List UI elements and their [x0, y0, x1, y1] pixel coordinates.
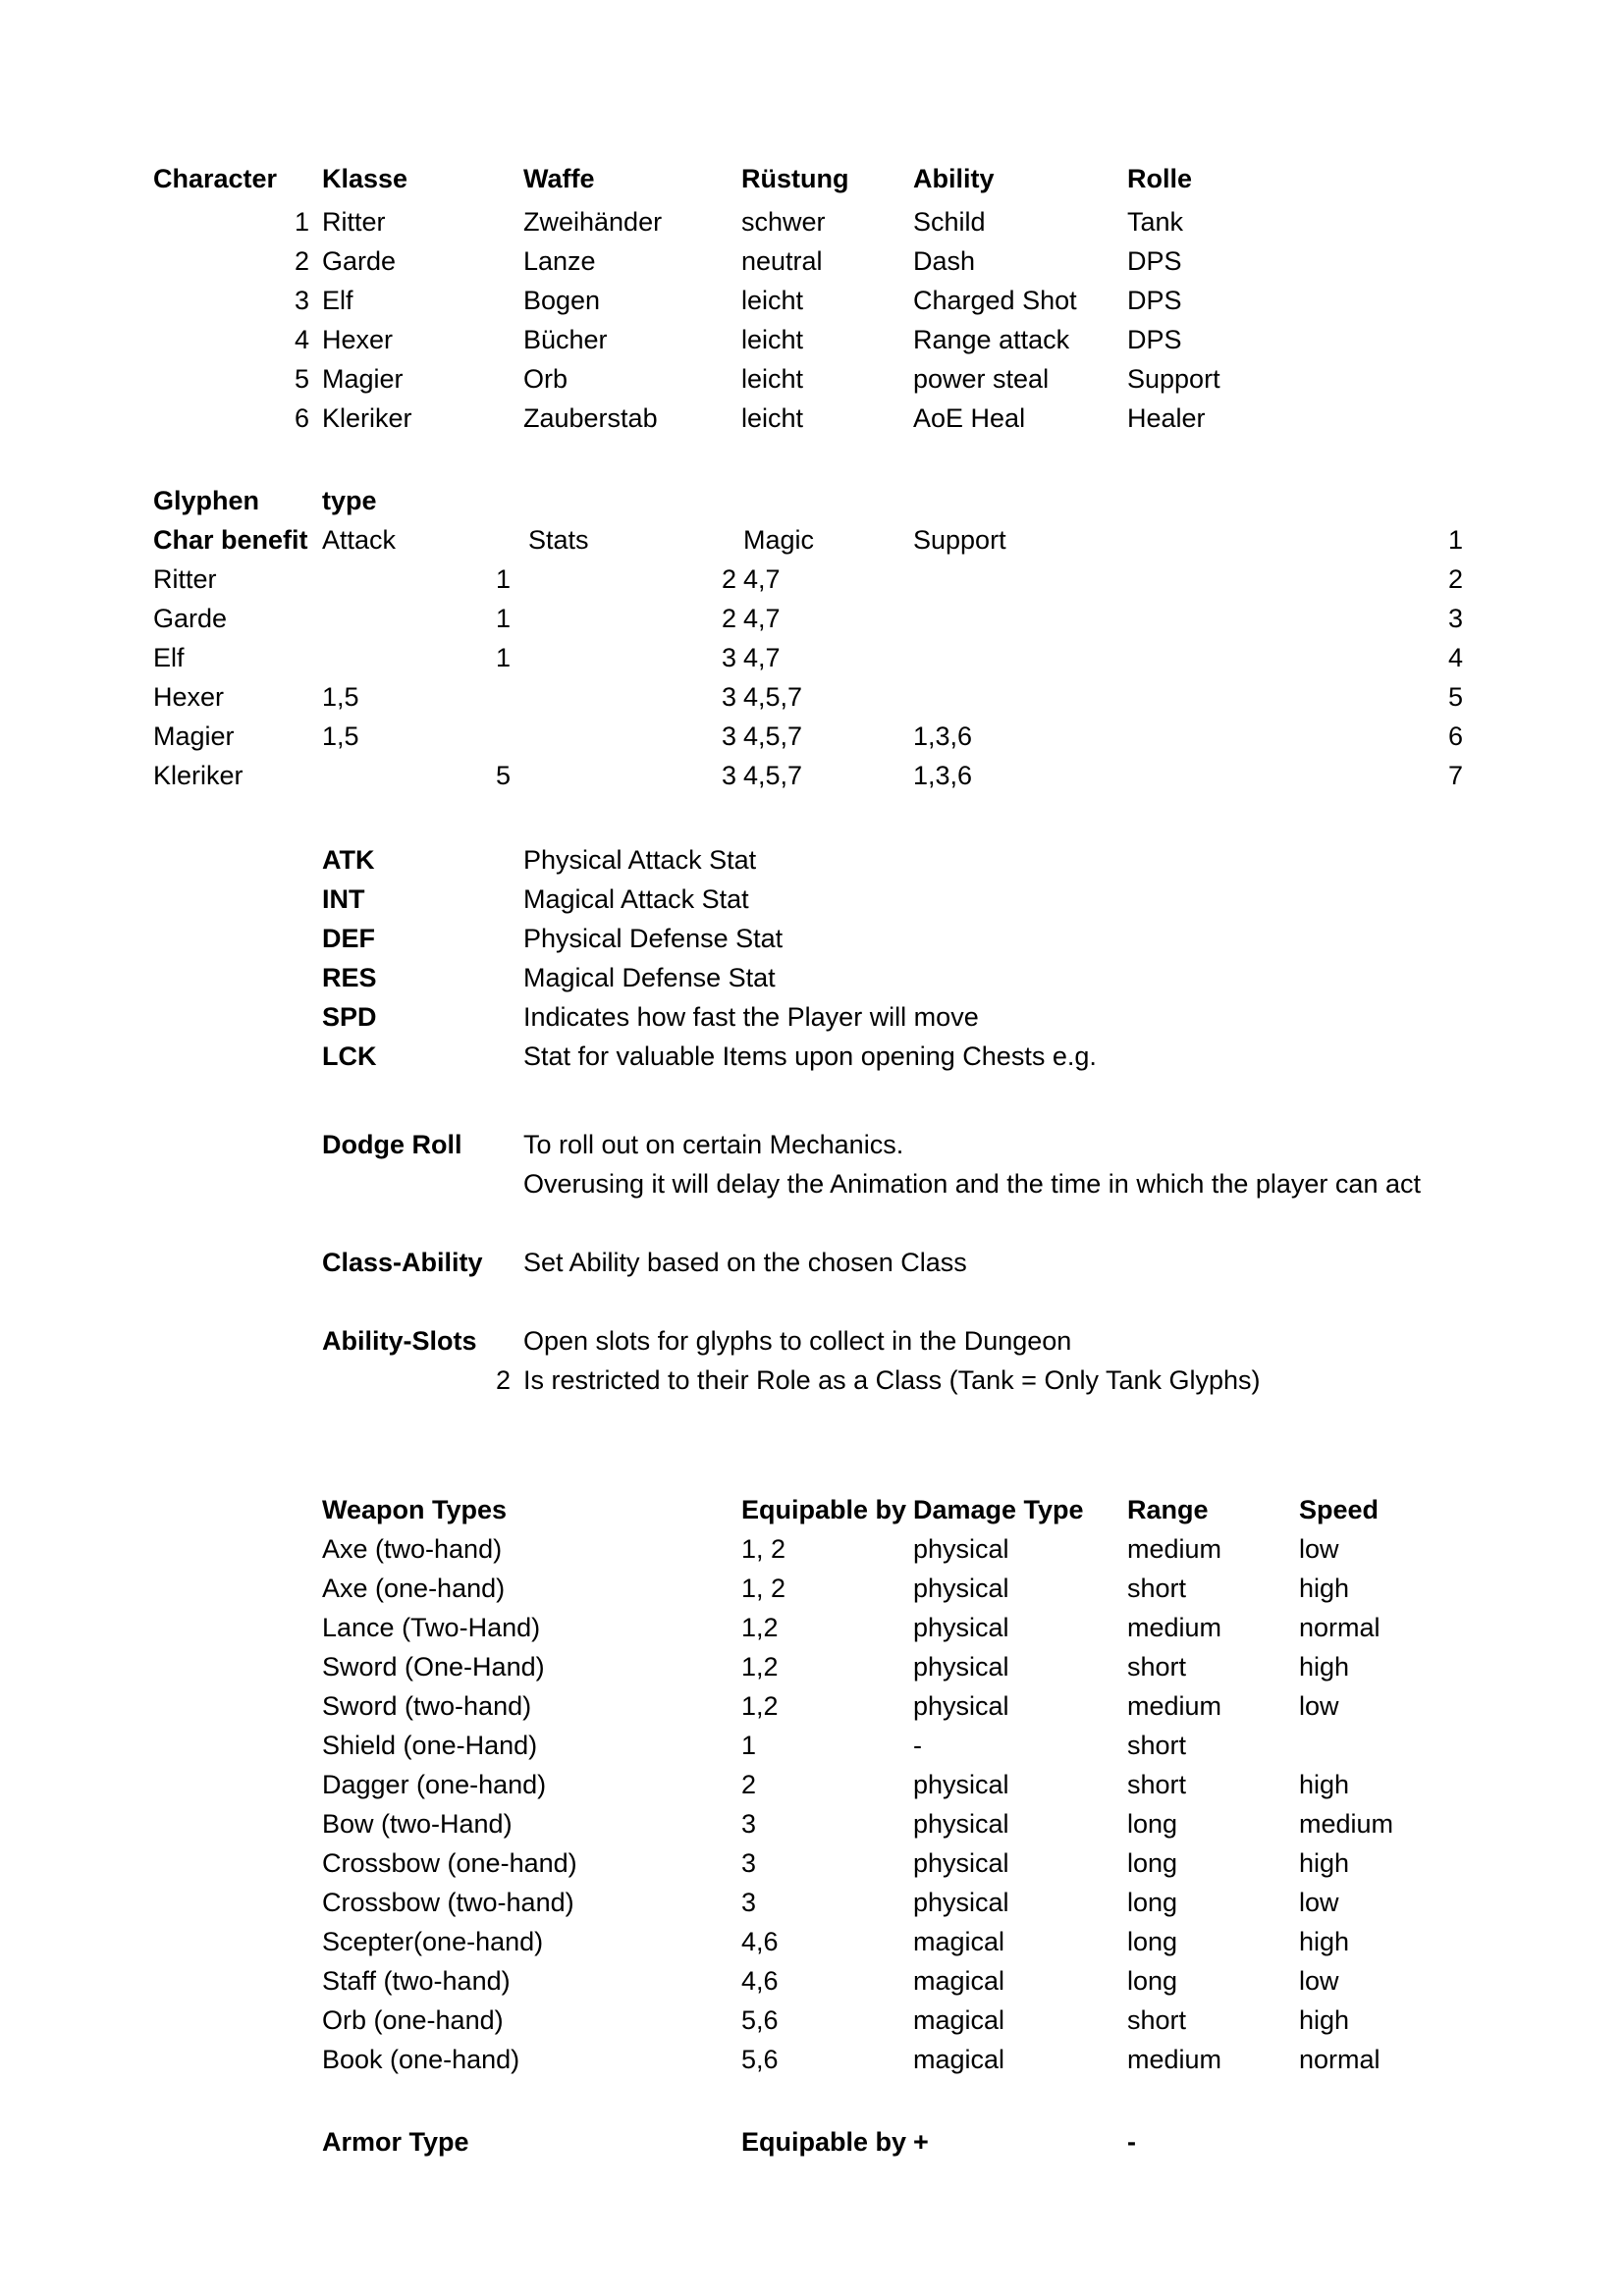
- class-ability-line1: Set Ability based on the chosen Class: [523, 1248, 967, 1277]
- glyph-table-title: Glyphen: [153, 486, 260, 515]
- weapon-row-equip: 1, 2: [741, 1534, 786, 1564]
- weapon-row-damage: magical: [913, 1966, 1005, 1996]
- weapon-table-header-damage: Damage Type: [913, 1495, 1084, 1524]
- char-row-rolle: DPS: [1127, 246, 1182, 276]
- weapon-row-speed: normal: [1299, 1613, 1380, 1642]
- weapon-row-speed: medium: [1299, 1809, 1394, 1839]
- char-row-waffe: Bücher: [523, 325, 608, 354]
- weapon-row-range: short: [1127, 1770, 1187, 1799]
- weapon-row-name: Sword (One-Hand): [322, 1652, 545, 1682]
- weapon-row-equip: 5,6: [741, 2005, 779, 2035]
- weapon-row-equip: 3: [741, 1888, 757, 1917]
- char-row-klasse: Garde: [322, 246, 397, 276]
- weapon-row-speed: low: [1299, 1966, 1339, 1996]
- char-row-number: 5: [294, 364, 309, 394]
- weapon-row-damage: physical: [913, 1888, 1009, 1917]
- char-row-klasse: Ritter: [322, 207, 386, 237]
- char-row-ability: AoE Heal: [913, 403, 1026, 433]
- char-row-number: 6: [294, 403, 309, 433]
- weapon-table-header-name: Weapon Types: [322, 1495, 508, 1524]
- char-table-header-character: Character: [153, 164, 278, 193]
- weapon-row-damage: physical: [913, 1848, 1009, 1878]
- weapon-row-equip: 1, 2: [741, 1574, 786, 1603]
- weapon-row-name: Orb (one-hand): [322, 2005, 504, 2035]
- weapon-row-name: Scepter(one-hand): [322, 1927, 544, 1956]
- weapon-row-range: long: [1127, 1966, 1178, 1996]
- weapon-row-equip: 1,2: [741, 1652, 779, 1682]
- glyph-row-magic: 4,5,7: [743, 721, 803, 751]
- weapon-row-damage: magical: [913, 2045, 1005, 2074]
- char-row-klasse: Hexer: [322, 325, 394, 354]
- weapon-row-damage: physical: [913, 1770, 1009, 1799]
- weapon-row-damage: magical: [913, 2005, 1005, 2035]
- glyph-row-name: Elf: [153, 643, 185, 672]
- glyph-header-stats: Stats: [528, 525, 589, 555]
- char-row-rolle: Healer: [1127, 403, 1206, 433]
- weapon-row-speed: high: [1299, 2005, 1350, 2035]
- ability-slots-label: Ability-Slots: [322, 1326, 477, 1356]
- ability-slots-num-text: Is restricted to their Role as a Class (Tank = Only Tank Glyphs): [523, 1365, 1261, 1395]
- dodge-roll-label: Dodge Roll: [322, 1130, 462, 1159]
- glyph-header-magic: Magic: [743, 525, 815, 555]
- weapon-row-name: Sword (two-hand): [322, 1691, 532, 1721]
- weapon-row-range: short: [1127, 1652, 1187, 1682]
- weapon-row-range: long: [1127, 1927, 1178, 1956]
- glyph-row-magic: 4,7: [743, 564, 781, 594]
- weapon-row-damage: magical: [913, 1927, 1005, 1956]
- glyph-row-magic-num: 2: [721, 564, 736, 594]
- glyph-row-name: Kleriker: [153, 761, 244, 790]
- char-row-ruestung: leicht: [741, 364, 804, 394]
- glyph-header-attack: Attack: [322, 525, 397, 555]
- dodge-roll-line1: To roll out on certain Mechanics.: [523, 1130, 904, 1159]
- weapon-row-equip: 3: [741, 1809, 757, 1839]
- glyph-row-magic-num: 3: [721, 721, 736, 751]
- weapon-row-name: Shield (one-Hand): [322, 1731, 538, 1760]
- char-row-ability: power steal: [913, 364, 1050, 394]
- weapon-row-range: short: [1127, 2005, 1187, 2035]
- glyph-row-magic: 4,5,7: [743, 682, 803, 712]
- char-row-rolle: Support: [1127, 364, 1220, 394]
- glyph-row-name: Garde: [153, 604, 228, 633]
- glyph-row-magic-num: 3: [721, 682, 736, 712]
- weapon-row-damage: -: [913, 1731, 922, 1760]
- char-row-ability: Schild: [913, 207, 986, 237]
- weapon-row-range: long: [1127, 1888, 1178, 1917]
- weapon-row-equip: 2: [741, 1770, 757, 1799]
- weapon-row-speed: low: [1299, 1534, 1339, 1564]
- glyph-row-name: Magier: [153, 721, 235, 751]
- weapon-row-range: long: [1127, 1809, 1178, 1839]
- weapon-row-equip: 1: [741, 1731, 757, 1760]
- stat-desc: Stat for valuable Items upon opening Chests e.g.: [523, 1041, 1097, 1071]
- char-row-number: 4: [294, 325, 309, 354]
- char-table-header-klasse: Klasse: [322, 164, 408, 193]
- glyph-row-stats-num: 1: [495, 604, 511, 633]
- char-row-rolle: Tank: [1127, 207, 1184, 237]
- weapon-row-equip: 4,6: [741, 1927, 779, 1956]
- weapon-row-range: short: [1127, 1574, 1187, 1603]
- weapon-row-damage: physical: [913, 1534, 1009, 1564]
- stat-desc: Indicates how fast the Player will move: [523, 1002, 979, 1032]
- glyph-row-stats-num: 1: [495, 643, 511, 672]
- weapon-row-damage: physical: [913, 1652, 1009, 1682]
- weapon-row-name: Lance (Two-Hand): [322, 1613, 541, 1642]
- glyph-row-attack: 1,5: [322, 721, 359, 751]
- weapon-row-damage: physical: [913, 1574, 1009, 1603]
- weapon-row-speed: high: [1299, 1770, 1350, 1799]
- glyph-row-magic-num: 3: [721, 761, 736, 790]
- char-row-waffe: Bogen: [523, 286, 601, 315]
- char-row-ruestung: leicht: [741, 286, 804, 315]
- stat-abbr: RES: [322, 963, 377, 992]
- weapon-table-header-speed: Speed: [1299, 1495, 1380, 1524]
- weapon-table-header-equip: Equipable by: [741, 1495, 907, 1524]
- char-row-waffe: Zauberstab: [523, 403, 658, 433]
- glyph-header-support: Support: [913, 525, 1006, 555]
- glyph-row-name: Hexer: [153, 682, 225, 712]
- glyph-row-magic: 4,7: [743, 604, 781, 633]
- weapon-row-speed: normal: [1299, 2045, 1380, 2074]
- char-row-waffe: Lanze: [523, 246, 596, 276]
- armor-table-equip-label: Equipable by: [741, 2127, 907, 2157]
- glyph-row-support: 1,3,6: [913, 761, 973, 790]
- weapon-row-range: medium: [1127, 1534, 1222, 1564]
- char-row-klasse: Kleriker: [322, 403, 412, 433]
- stat-abbr: LCK: [322, 1041, 377, 1071]
- stat-desc: Physical Attack Stat: [523, 845, 757, 875]
- char-row-ruestung: leicht: [741, 403, 804, 433]
- glyph-row-number: 2: [1447, 564, 1463, 594]
- weapon-row-range: medium: [1127, 1613, 1222, 1642]
- char-row-waffe: Orb: [523, 364, 568, 394]
- weapon-row-name: Book (one-hand): [322, 2045, 520, 2074]
- stat-desc: Magical Attack Stat: [523, 884, 749, 914]
- char-table-header-ruestung: Rüstung: [741, 164, 849, 193]
- weapon-row-name: Dagger (one-hand): [322, 1770, 547, 1799]
- weapon-row-damage: physical: [913, 1691, 1009, 1721]
- weapon-row-equip: 3: [741, 1848, 757, 1878]
- stat-abbr: ATK: [322, 845, 375, 875]
- glyph-row-magic-num: 2: [721, 604, 736, 633]
- weapon-row-speed: high: [1299, 1848, 1350, 1878]
- char-row-ruestung: leicht: [741, 325, 804, 354]
- armor-table-plus-header: +: [913, 2127, 929, 2157]
- glyph-row-attack: 1,5: [322, 682, 359, 712]
- weapon-row-name: Axe (two-hand): [322, 1534, 503, 1564]
- weapon-row-name: Bow (two-Hand): [322, 1809, 513, 1839]
- weapon-row-range: long: [1127, 1848, 1178, 1878]
- glyph-header-row-number: 1: [1447, 525, 1463, 555]
- char-row-number: 3: [294, 286, 309, 315]
- char-table-header-waffe: Waffe: [523, 164, 595, 193]
- glyph-row-number: 6: [1447, 721, 1463, 751]
- glyph-row-stats-num: 5: [495, 761, 511, 790]
- weapon-row-name: Staff (two-hand): [322, 1966, 511, 1996]
- char-row-ability: Charged Shot: [913, 286, 1077, 315]
- char-row-waffe: Zweihänder: [523, 207, 663, 237]
- weapon-row-name: Crossbow (two-hand): [322, 1888, 574, 1917]
- weapon-row-range: medium: [1127, 1691, 1222, 1721]
- char-table-header-rolle: Rolle: [1127, 164, 1193, 193]
- glyph-row-magic: 4,7: [743, 643, 781, 672]
- class-ability-label: Class-Ability: [322, 1248, 483, 1277]
- weapon-row-equip: 5,6: [741, 2045, 779, 2074]
- weapon-row-name: Crossbow (one-hand): [322, 1848, 577, 1878]
- weapon-row-equip: 1,2: [741, 1691, 779, 1721]
- ability-slots-number: 2: [495, 1365, 511, 1395]
- glyph-row-support: 1,3,6: [913, 721, 973, 751]
- glyph-table-title-type: type: [322, 486, 377, 515]
- glyph-row-number: 3: [1447, 604, 1463, 633]
- weapon-row-speed: high: [1299, 1574, 1350, 1603]
- weapon-row-speed: low: [1299, 1691, 1339, 1721]
- weapon-row-range: medium: [1127, 2045, 1222, 2074]
- glyph-row-stats-num: 1: [495, 564, 511, 594]
- weapon-row-range: short: [1127, 1731, 1187, 1760]
- glyph-row-magic-num: 3: [721, 643, 736, 672]
- char-row-number: 1: [294, 207, 309, 237]
- weapon-row-equip: 1,2: [741, 1613, 779, 1642]
- weapon-row-speed: high: [1299, 1652, 1350, 1682]
- glyph-row-number: 4: [1447, 643, 1463, 672]
- char-row-klasse: Elf: [322, 286, 353, 315]
- stat-abbr: SPD: [322, 1002, 377, 1032]
- weapon-row-damage: physical: [913, 1809, 1009, 1839]
- char-row-ruestung: schwer: [741, 207, 826, 237]
- char-table-header-ability: Ability: [913, 164, 995, 193]
- glyph-row-magic: 4,5,7: [743, 761, 803, 790]
- dodge-roll-line2: Overusing it will delay the Animation and the time in which the player can act: [523, 1169, 1421, 1199]
- stat-desc: Physical Defense Stat: [523, 924, 784, 953]
- weapon-row-speed: low: [1299, 1888, 1339, 1917]
- char-row-rolle: DPS: [1127, 286, 1182, 315]
- glyph-row-number: 5: [1447, 682, 1463, 712]
- armor-table-minus-header: -: [1127, 2127, 1136, 2157]
- armor-table-title: Armor Type: [322, 2127, 469, 2157]
- char-row-number: 2: [294, 246, 309, 276]
- weapon-row-damage: physical: [913, 1613, 1009, 1642]
- weapon-row-name: Axe (one-hand): [322, 1574, 506, 1603]
- char-row-ability: Range attack: [913, 325, 1070, 354]
- weapon-row-equip: 4,6: [741, 1966, 779, 1996]
- stat-desc: Magical Defense Stat: [523, 963, 776, 992]
- weapon-row-speed: high: [1299, 1927, 1350, 1956]
- ability-slots-line1: Open slots for glyphs to collect in the Dungeon: [523, 1326, 1072, 1356]
- char-row-ruestung: neutral: [741, 246, 823, 276]
- glyph-header-char-benefit: Char benefit: [153, 525, 308, 555]
- stat-abbr: DEF: [322, 924, 375, 953]
- char-row-klasse: Magier: [322, 364, 404, 394]
- glyph-row-number: 7: [1447, 761, 1463, 790]
- stat-abbr: INT: [322, 884, 365, 914]
- char-row-rolle: DPS: [1127, 325, 1182, 354]
- weapon-table-header-range: Range: [1127, 1495, 1209, 1524]
- glyph-row-name: Ritter: [153, 564, 217, 594]
- char-row-ability: Dash: [913, 246, 976, 276]
